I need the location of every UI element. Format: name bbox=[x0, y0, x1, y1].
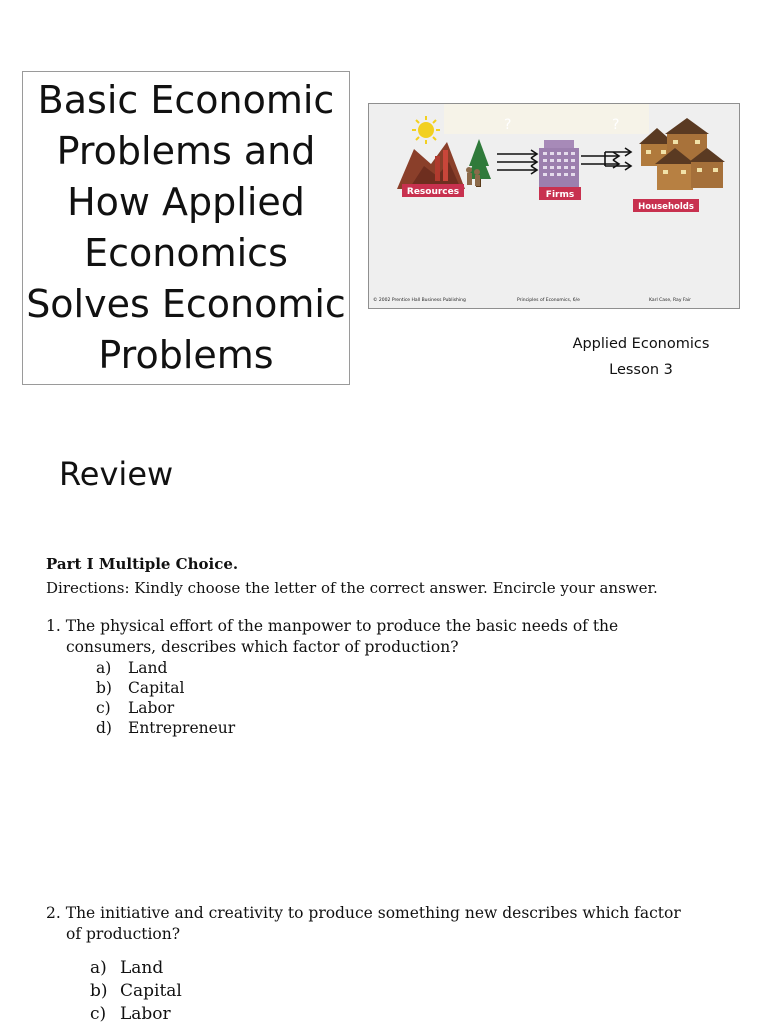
diagram-copyright: © 2002 Prentice Hall Business Publishing bbox=[373, 298, 466, 303]
choice-letter: c) bbox=[96, 699, 111, 717]
choice-text: Land bbox=[128, 659, 168, 677]
lesson-number: Lesson 3 bbox=[609, 362, 673, 378]
quiz-section bbox=[46, 555, 726, 1024]
question-2-line-2: of production? bbox=[66, 925, 181, 943]
circular-flow-illustration bbox=[369, 104, 739, 308]
choice-text: Capital bbox=[128, 679, 185, 697]
firms-building-icon bbox=[539, 140, 579, 192]
choice-letter: a) bbox=[90, 958, 107, 978]
choice-text: Capital bbox=[120, 981, 182, 1001]
choice-letter: d) bbox=[96, 719, 112, 737]
choice-d[interactable] bbox=[96, 718, 726, 738]
question-1-line-1 bbox=[46, 616, 726, 637]
question-text: The initiative and creativity to produce something new describes which factor bbox=[65, 904, 681, 922]
choice-a[interactable] bbox=[90, 957, 726, 980]
choice-letter: b) bbox=[90, 981, 108, 1001]
choice-text: Labor bbox=[120, 1004, 171, 1024]
lesson-info bbox=[560, 331, 722, 383]
resources-label: Resources bbox=[406, 187, 460, 197]
households-label: Households bbox=[638, 202, 694, 212]
question-1-line-2: consumers, describes which factor of production? bbox=[66, 638, 459, 656]
slide-title: Basic Economic Problems and How Applied Economics Solves Economic Problems bbox=[26, 78, 346, 377]
question-2-line-1 bbox=[46, 903, 726, 924]
part-title: Part I Multiple Choice. bbox=[46, 555, 239, 573]
choice-c[interactable] bbox=[96, 698, 726, 718]
choice-b[interactable] bbox=[96, 678, 726, 698]
course-name: Applied Economics bbox=[572, 336, 710, 352]
title-box bbox=[22, 71, 350, 385]
diagram-book: Principles of Economics, 6/e bbox=[517, 298, 580, 303]
circular-flow-diagram bbox=[368, 103, 740, 309]
choice-text: Entrepreneur bbox=[128, 719, 236, 737]
diagram-authors: Karl Case, Ray Fair bbox=[649, 298, 691, 303]
choice-a[interactable] bbox=[96, 658, 726, 678]
question-mark-1: ? bbox=[504, 117, 512, 133]
review-heading: Review bbox=[59, 455, 174, 493]
question-text: The physical effort of the manpower to produce the basic needs of the bbox=[65, 617, 619, 635]
choice-letter: b) bbox=[96, 679, 112, 697]
choice-c[interactable] bbox=[90, 1003, 726, 1026]
firms-label: Firms bbox=[545, 190, 575, 200]
choice-text: Labor bbox=[128, 699, 175, 717]
question-1 bbox=[46, 616, 726, 738]
choice-letter: c) bbox=[90, 1004, 107, 1024]
question-number: 2. bbox=[46, 904, 61, 922]
question-2-choices bbox=[46, 957, 726, 1026]
question-number: 1. bbox=[46, 617, 61, 635]
question-1-choices bbox=[46, 658, 726, 738]
directions: Directions: Kindly choose the letter of the correct answer. Encircle your answer. bbox=[46, 579, 658, 597]
choice-letter: a) bbox=[96, 659, 112, 677]
question-mark-2: ? bbox=[612, 117, 620, 133]
choice-b[interactable] bbox=[90, 980, 726, 1003]
choice-text: Land bbox=[120, 958, 164, 978]
question-2 bbox=[46, 903, 726, 1026]
